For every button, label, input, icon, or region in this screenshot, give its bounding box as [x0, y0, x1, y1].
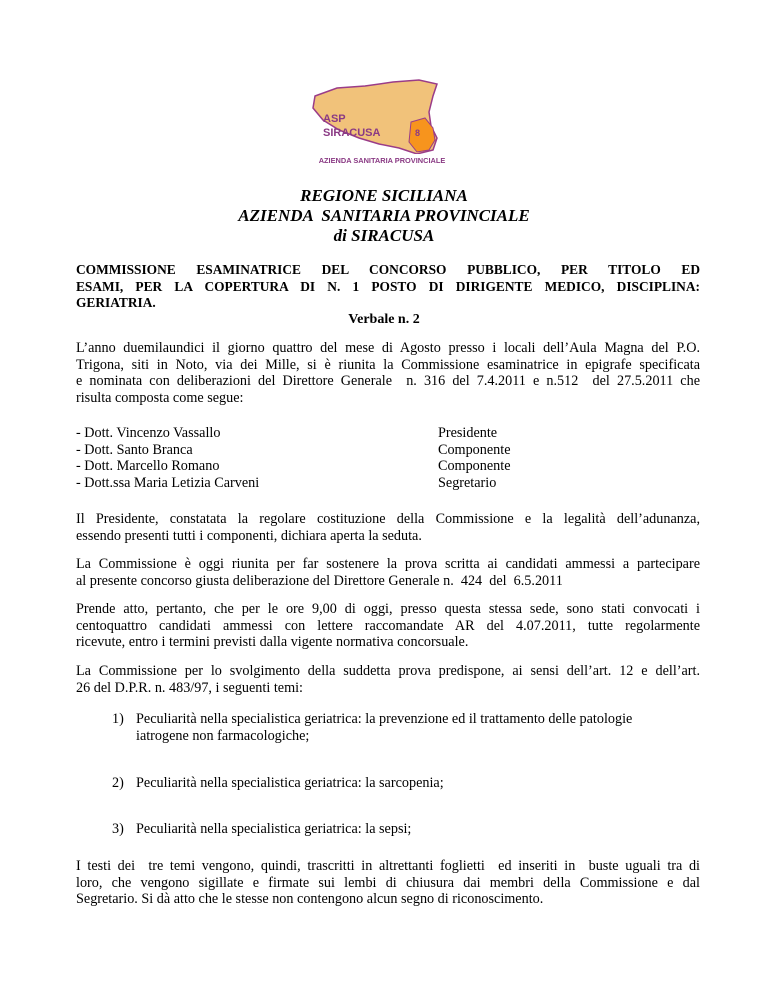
heading-regione: REGIONE SICILIANA: [300, 186, 468, 205]
prende-atto-line-2: centoquattro candidati ammessi con lettere raccomandate AR del 4.07.2011, tutte regolarmente: [76, 617, 700, 634]
topic-line: Peculiarità nella specialistica geriatrica: la sepsi;: [136, 821, 412, 837]
topic-line: Peculiarità nella specialistica geriatrica: la sarcopenia;: [136, 775, 444, 791]
testi-paragraph: [76, 858, 700, 908]
intro-paragraph: [76, 340, 700, 406]
logo-siracusa-text: SIRACUSA: [323, 127, 381, 139]
svolgimento-line-2: 26 del D.P.R. n. 483/97, i seguenti temi:: [76, 679, 303, 696]
presidente-line-1: Il Presidente, constatata la regolare costituzione della Commissione e la legalità dell’adunanza,: [76, 511, 700, 527]
riunita-line-1: La Commissione è oggi riunita per far sostenere la prova scritta ai candidati ammessi a partecipare: [76, 556, 700, 572]
heading-azienda: AZIENDA SANITARIA PROVINCIALE: [238, 206, 530, 225]
member-row: [76, 475, 700, 492]
riunita-line-2: al presente concorso giusta deliberazione del Direttore Generale n. 424 del 6.5.2011: [76, 572, 563, 589]
testi-line-2: loro, che vengono sigillate e firmate sui lembi di chiusura dai membri della Commissione e dal: [76, 874, 700, 891]
member-name: - Dott. Santo Branca: [76, 441, 193, 458]
logo-asp-text: ASP: [323, 113, 346, 125]
intro-line-2: Trigona, siti in Noto, via dei Mille, si è riunita la Commissione esaminatrice in epigrafe specificata: [76, 356, 700, 373]
commission-line-1: COMMISSIONE ESAMINATRICE DEL CONCORSO PUBBLICO, PER TITOLO ED: [76, 262, 700, 277]
topic-number: 1): [112, 711, 124, 727]
intro-line-4: risulta composta come segue:: [76, 389, 244, 406]
topic-number: 2): [112, 775, 124, 791]
topic-number: 3): [112, 821, 124, 837]
topic-item: [112, 775, 712, 792]
presidente-paragraph: [76, 511, 700, 544]
logo-number-text: 8: [415, 128, 421, 138]
member-role: Componente: [438, 441, 511, 458]
intro-line-1: L’anno duemilaundici il giorno quattro del mese di Agosto presso i locali dell’Aula Magna del P.O.: [76, 340, 700, 356]
prende-atto-paragraph: [76, 601, 700, 651]
presidente-line-2: essendo presenti tutti i componenti, dichiara aperta la seduta.: [76, 527, 422, 544]
topic-item: [112, 711, 712, 744]
member-name: - Dott. Vincenzo Vassallo: [76, 425, 221, 441]
prende-atto-line-3: ricevute, entro i termini previsti dalla vigente normativa concorsuale.: [76, 634, 469, 651]
asp-siracusa-logo: [307, 78, 457, 166]
topic-item: [112, 821, 712, 838]
topic-line: Peculiarità nella specialistica geriatrica: la prevenzione ed il trattamento delle patologie: [136, 711, 633, 727]
testi-line-3: Segretario. Si dà atto che le stesse non contengono alcun segno di riconoscimento.: [76, 891, 544, 908]
topic-text: [136, 711, 632, 744]
member-row: [76, 458, 700, 475]
commission-line-2: ESAMI, PER LA COPERTURA DI N. 1 POSTO DI DIRIGENTE MEDICO, DISCIPLINA:: [76, 278, 700, 294]
riunita-paragraph: [76, 556, 700, 589]
member-name: - Dott. Marcello Romano: [76, 458, 220, 475]
prende-atto-line-1: Prende atto, pertanto, che per le ore 9,00 di oggi, presso questa stessa sede, sono stati convocati i: [76, 601, 700, 617]
commission-title: [76, 262, 700, 312]
commission-line-3: GERIATRIA.: [76, 295, 156, 311]
member-role: Componente: [438, 458, 511, 475]
intro-line-3: e nominata con deliberazioni del Direttore Generale n. 316 del 7.4.2011 e n.512 del 27.5.2011 che: [76, 373, 700, 390]
svolgimento-paragraph: [76, 663, 700, 696]
member-role: Segretario: [438, 474, 497, 491]
member-row: [76, 442, 700, 459]
verbale-number: Verbale n. 2: [348, 312, 420, 327]
testi-line-1: I testi dei tre temi vengono, quindi, trascritti in altrettanti foglietti ed inseriti in buste uguali tra di: [76, 858, 700, 874]
logo-subtitle-text: AZIENDA SANITARIA PROVINCIALE: [318, 156, 446, 165]
members-list: [76, 425, 700, 491]
svolgimento-line-1: La Commissione per lo svolgimento della suddetta prova predispone, ai sensi dell’art. 12 e dell’art.: [76, 663, 700, 679]
heading-siracusa: di SIRACUSA: [333, 226, 435, 245]
member-name: - Dott.ssa Maria Letizia Carveni: [76, 474, 260, 491]
member-role: Presidente: [438, 425, 498, 441]
topic-line: iatrogene non farmacologiche;: [136, 727, 310, 744]
member-row: [76, 425, 700, 442]
